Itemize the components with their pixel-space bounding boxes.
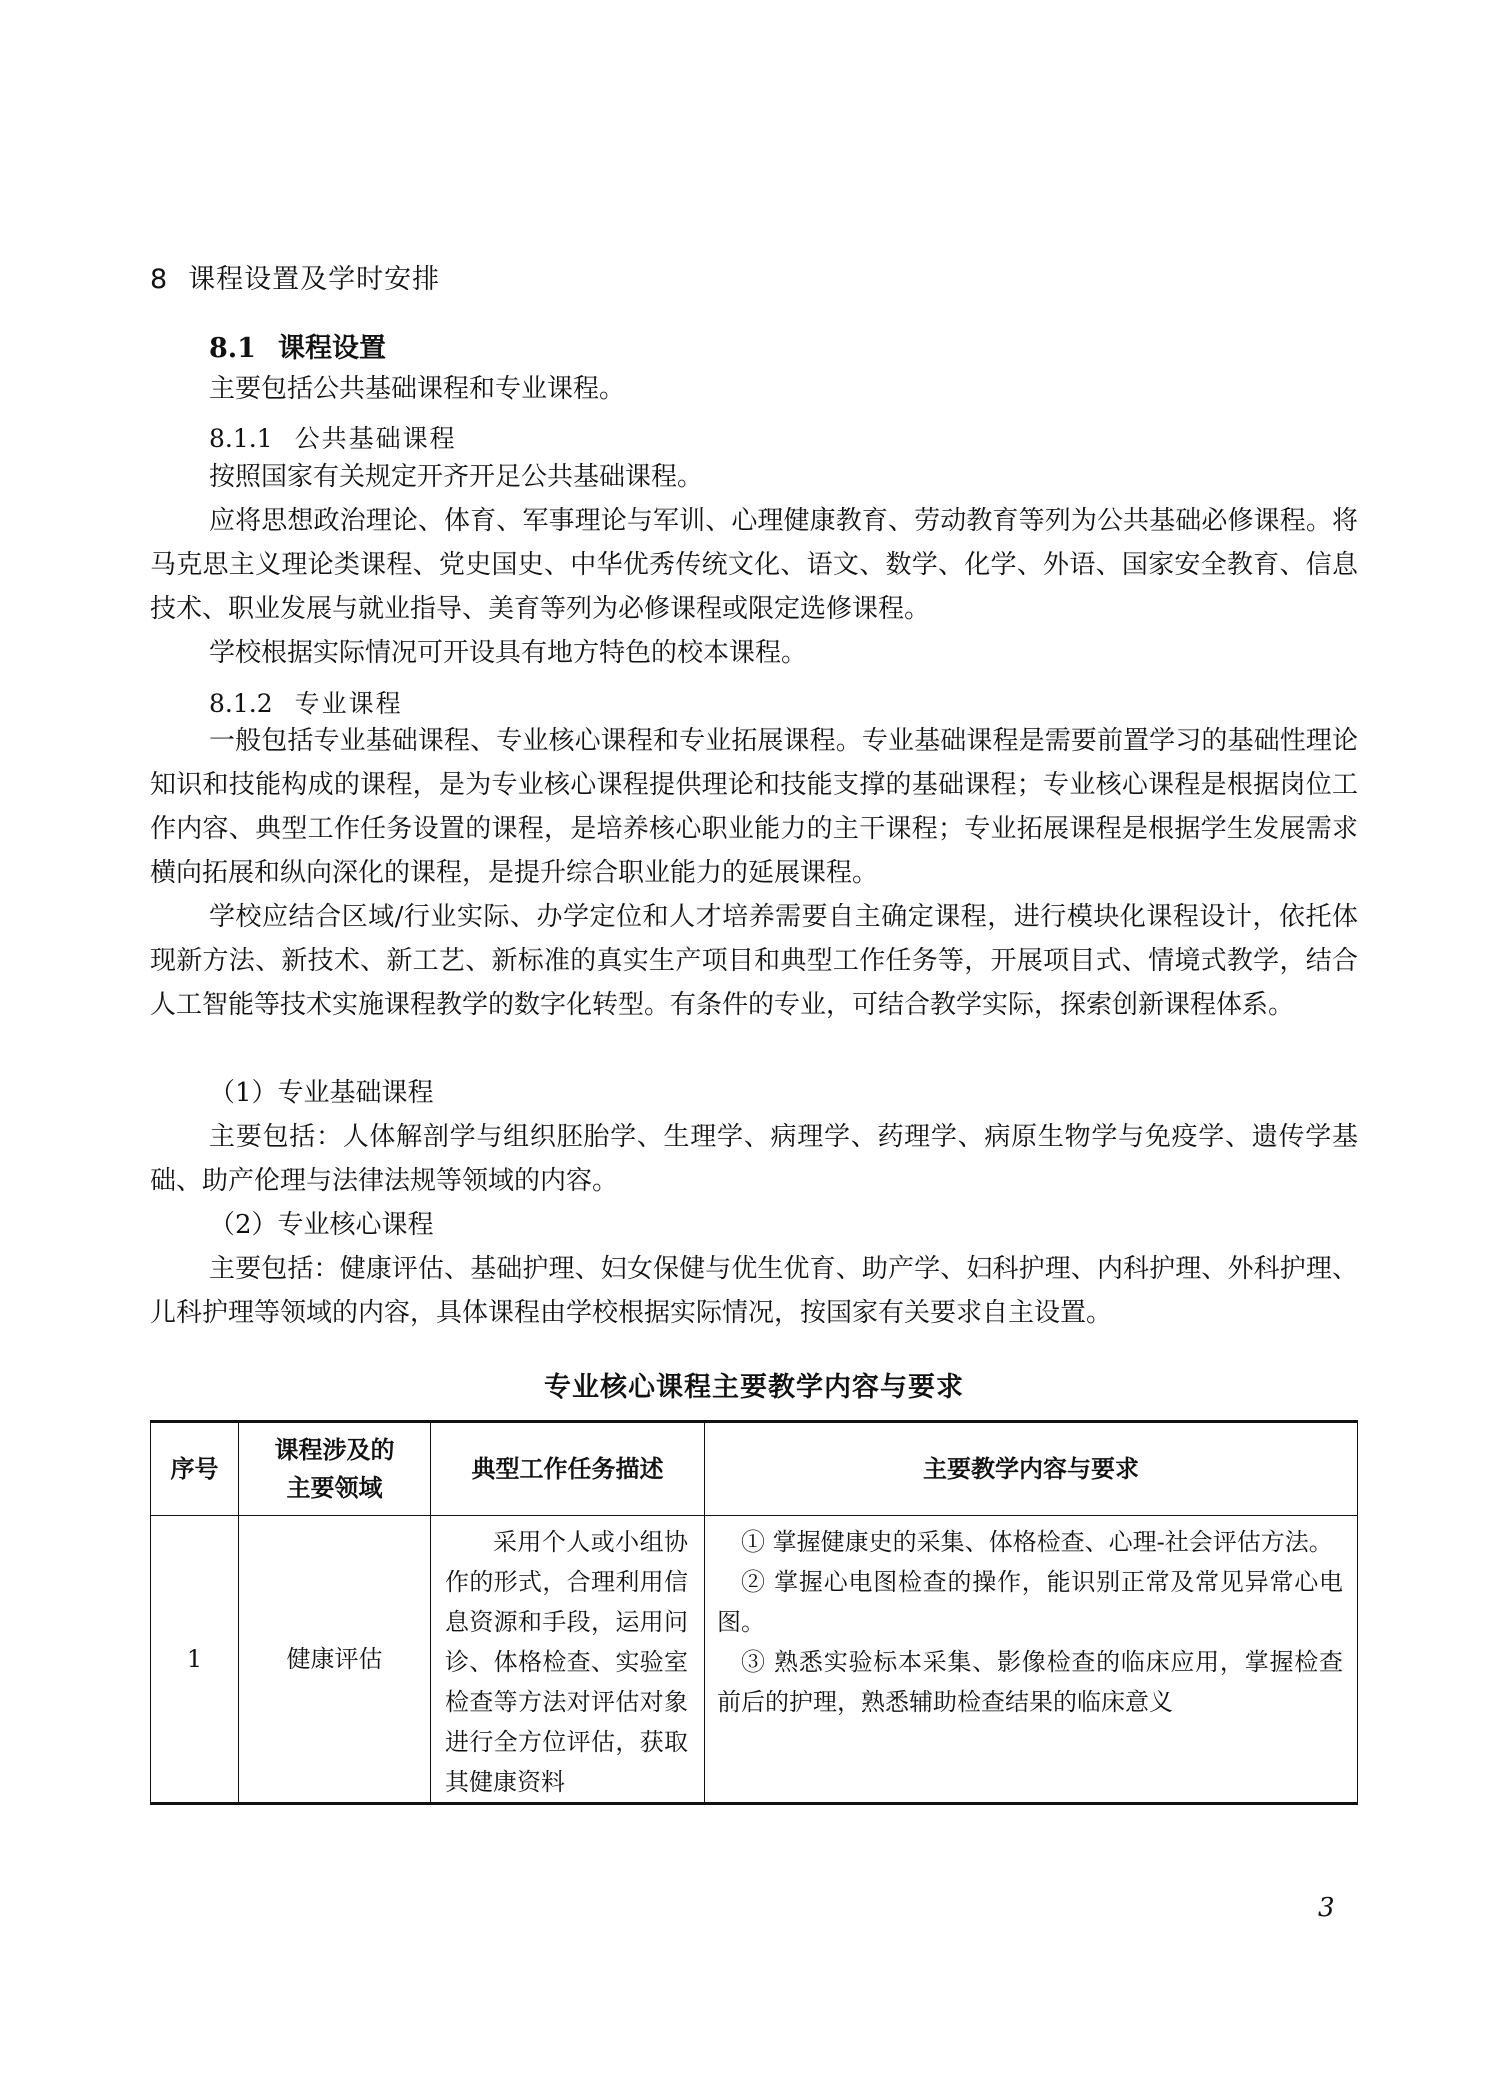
- core-courses-table: [150, 1420, 1358, 1805]
- subsection-intro: 主要包括公共基础课程和专业课程。: [209, 374, 626, 404]
- cell-area: 健康评估: [239, 1516, 431, 1804]
- professional-courses-heading: [209, 684, 403, 720]
- paragraph: 应将思想政治理论、体育、军事理论与军训、心理健康教育、劳动教育等列为公共基础必修课程。将马克思主义理论类课程、党史国史、中华优秀传统文化、语文、数学、化学、外语、国家安全教育、信息技术、职业发展与就业指导、美育等列为必修课程或限定选修课程。: [150, 506, 1358, 624]
- cell-task: 采用个人或小组协作的形式，合理利用信息资源和手段，运用问诊、体格检查、实验室检查等方法对评估对象进行全方位评估，获取其健康资料: [431, 1516, 705, 1804]
- subsection-heading: [209, 326, 386, 365]
- header-task: 典型工作任务描述: [431, 1422, 705, 1516]
- paragraph: 按照国家有关规定开齐开足公共基础课程。: [209, 462, 704, 492]
- subsection-title: 课程设置: [277, 333, 386, 364]
- public-courses-title: 公共基础课程: [294, 424, 457, 453]
- requirement-item: ② 掌握心电图检查的操作，能识别正常及常见异常心电图。: [717, 1568, 1343, 1636]
- table-row: [151, 1516, 1358, 1804]
- basic-courses-heading: （1）专业基础课程: [209, 1078, 434, 1108]
- table-header-row: [151, 1422, 1358, 1516]
- section-number: 8: [150, 264, 169, 295]
- professional-courses-title: 专业课程: [294, 689, 403, 718]
- header-area: [239, 1422, 431, 1516]
- cell-seq: 1: [151, 1516, 239, 1804]
- header-requirements: 主要教学内容与要求: [705, 1422, 1358, 1516]
- requirement-item: ① 掌握健康史的采集、体格检查、心理-社会评估方法。: [741, 1528, 1333, 1556]
- header-area-line1: 课程涉及的: [274, 1436, 395, 1464]
- public-courses-heading: [209, 419, 457, 455]
- paragraph: 学校根据实际情况可开设具有地方特色的校本课程。: [209, 638, 808, 668]
- requirement-item: ③ 熟悉实验标本采集、影像检查的临床应用，掌握检查前后的护理，熟悉辅助检查结果的临床意义: [717, 1648, 1343, 1716]
- public-courses-number: 8.1.1: [209, 424, 273, 453]
- cell-requirements: [705, 1516, 1358, 1804]
- professional-courses-number: 8.1.2: [209, 689, 273, 718]
- section-heading: [150, 257, 440, 296]
- core-courses-text: 主要包括：健康评估、基础护理、妇女保健与优生优育、助产学、妇科护理、内科护理、外科护理、儿科护理等领域的内容，具体课程由学校根据实际情况，按国家有关要求自主设置。: [150, 1254, 1358, 1328]
- page-number: 3: [1318, 1893, 1335, 1923]
- paragraph: 一般包括专业基础课程、专业核心课程和专业拓展课程。专业基础课程是需要前置学习的基础性理论知识和技能构成的课程，是为专业核心课程提供理论和技能支撑的基础课程；专业核心课程是根据岗位工作内容、典型工作任务设置的课程，是培养核心职业能力的主干课程；专业拓展课程是根据学生发展需求横向拓展和纵向深化的课程，是提升综合职业能力的延展课程。: [150, 726, 1358, 888]
- core-courses-heading: （2）专业核心课程: [209, 1210, 434, 1240]
- section-title: 课程设置及学时安排: [188, 264, 441, 295]
- header-area-line2: 主要领域: [286, 1474, 383, 1502]
- header-seq: 序号: [151, 1422, 239, 1516]
- basic-courses-text: 主要包括：人体解剖学与组织胚胎学、生理学、病理学、药理学、病原生物学与免疫学、遗传学基础、助产伦理与法律法规等领域的内容。: [150, 1122, 1358, 1196]
- table-caption: 专业核心课程主要教学内容与要求: [544, 1372, 964, 1403]
- paragraph: 学校应结合区域/行业实际、办学定位和人才培养需要自主确定课程，进行模块化课程设计，依托体现新方法、新技术、新工艺、新标准的真实生产项目和典型工作任务等，开展项目式、情境式教学，结合人工智能等技术实施课程教学的数字化转型。有条件的专业，可结合教学实际，探索创新课程体系。: [150, 902, 1358, 1020]
- subsection-number: 8.1: [209, 333, 256, 364]
